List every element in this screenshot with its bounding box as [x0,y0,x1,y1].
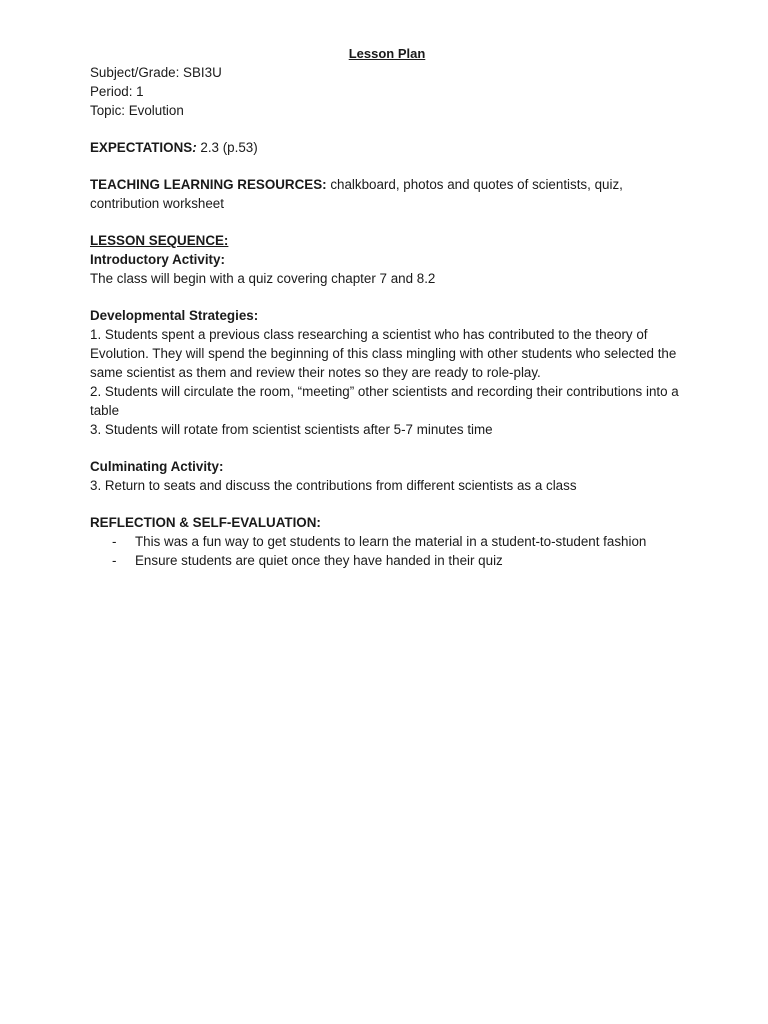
resources [90,175,690,213]
culminating-text: 3. Return to seats and discuss the contributions from different scientists as a class [90,478,577,493]
developmental-item-2: 2. Students will circulate the room, “meeting” other scientists and recording their contributions into a table [90,384,679,418]
topic: Topic: Evolution [90,103,184,118]
expectations-colon: : [192,140,197,155]
reflection-list [90,532,690,570]
period: Period: 1 [90,84,144,99]
culminating-heading: Culminating Activity: [90,459,224,474]
expectations-value: 2.3 (p.53) [196,140,258,155]
reflection-item-2 [90,551,690,570]
resources-value: chalkboard, photos and quotes of scientists, quiz, contribution worksheet [90,177,623,211]
subject-grade: Subject/Grade: SBI3U [90,65,222,80]
introductory-heading: Introductory Activity: [90,252,225,267]
reflection-item-text: This was a fun way to get students to learn the material in a student-to-student fashion [135,534,647,549]
expectations-label: EXPECTATIONS [90,140,193,155]
reflection-heading: REFLECTION & SELF-EVALUATION: [90,515,321,530]
reflection-item-1 [90,532,690,551]
developmental-heading: Developmental Strategies: [90,308,259,323]
developmental-item-1: 1. Students spent a previous class researching a scientist who has contributed to the theory of Evolution. They will spend the beginning of this class mingling with other students who selected the same scientist as them and review their notes so they are ready to role-play. [90,327,677,380]
lesson-sequence-heading: LESSON SEQUENCE: [90,233,229,248]
resources-label: TEACHING LEARNING RESOURCES: [90,177,327,192]
introductory-text: The class will begin with a quiz covering chapter 7 and 8.2 [90,271,436,286]
expectations [90,138,690,157]
document-title: Lesson Plan [348,46,426,61]
developmental-item-3: 3. Students will rotate from scientist scientists after 5-7 minutes time [90,422,493,437]
reflection-item-text: Ensure students are quiet once they have handed in their quiz [135,553,503,568]
dash-bullet: - [112,534,117,549]
lesson-plan-content [90,44,690,570]
dash-bullet: - [112,553,117,568]
